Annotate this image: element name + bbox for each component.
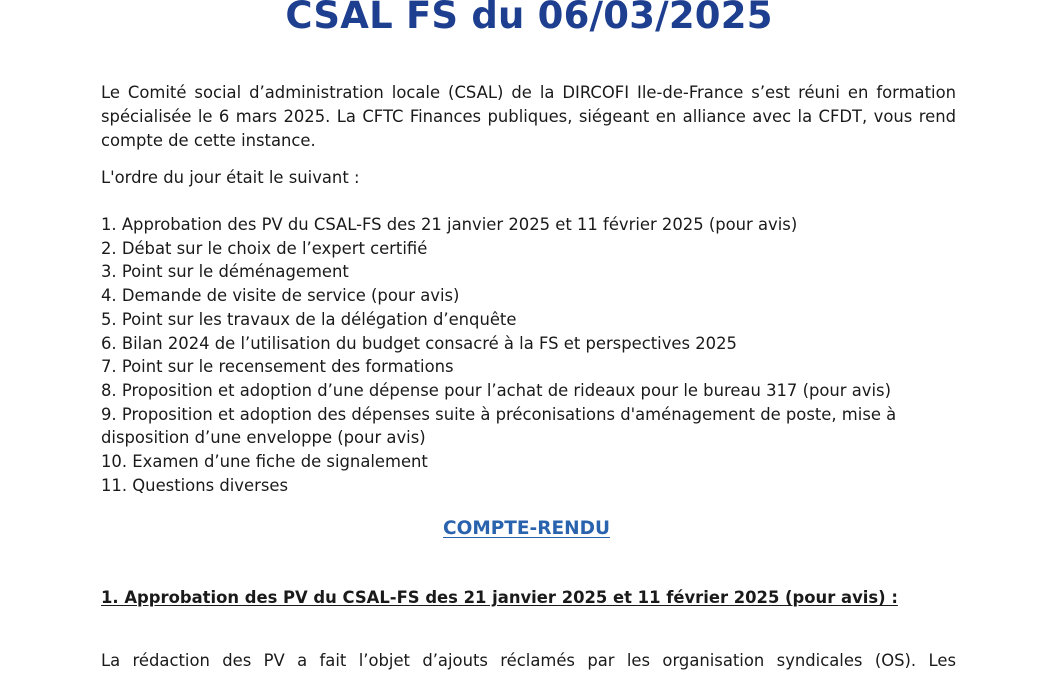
intro-paragraph: Le Comité social d’administration locale (CSAL) de la DIRCOFI Ile-de-France s’est réuni en formation spécialisée le 6 mars 2025. La CFTC Finances publiques, siégeant en alliance avec la CFDT, vous rend compte de cette instance. — [101, 83, 956, 150]
agenda-item: 5. Point sur les travaux de la délégation d’enquête — [101, 309, 517, 329]
document-title: CSAL FS du 06/03/2025 — [285, 0, 773, 37]
compte-rendu-heading — [0, 516, 1053, 542]
agenda-heading: L'ordre du jour était le suivant : — [101, 168, 360, 187]
section-1-title-text: 1. Approbation des PV du CSAL-FS des 21 janvier 2025 et 11 février 2025 (pour avis) : — [101, 588, 898, 607]
agenda-item: 11. Questions diverses — [101, 475, 288, 495]
agenda-list — [101, 213, 961, 497]
section-1-paragraph: La rédaction des PV a fait l’objet d’ajouts réclamés par les organisation syndicales (OS). Les — [101, 651, 956, 670]
agenda-item: 3. Point sur le déménagement — [101, 262, 349, 282]
agenda-item: 4. Demande de visite de service (pour avis) — [101, 286, 460, 306]
agenda-item: 8. Proposition et adoption d’une dépense pour l’achat de rideaux pour le bureau 317 (pour avis) — [101, 380, 891, 400]
agenda-item: 7. Point sur le recensement des formations — [101, 357, 454, 377]
agenda-item: 10. Examen d’une fiche de signalement — [101, 452, 428, 472]
compte-rendu-heading-text: COMPTE-RENDU — [443, 518, 610, 539]
agenda-item: 1. Approbation des PV du CSAL-FS des 21 janvier 2025 et 11 février 2025 (pour avis) — [101, 215, 798, 234]
agenda-item: 2. Débat sur le choix de l’expert certifié — [101, 238, 428, 258]
section-1-title — [101, 587, 956, 609]
agenda-item: 6. Bilan 2024 de l’utilisation du budget consacré à la FS et perspectives 2025 — [101, 333, 737, 353]
agenda-item: 9. Proposition et adoption des dépenses suite à préconisations d'aménagement de poste, mise à disposition d’une enveloppe (pour avis) — [101, 404, 897, 448]
